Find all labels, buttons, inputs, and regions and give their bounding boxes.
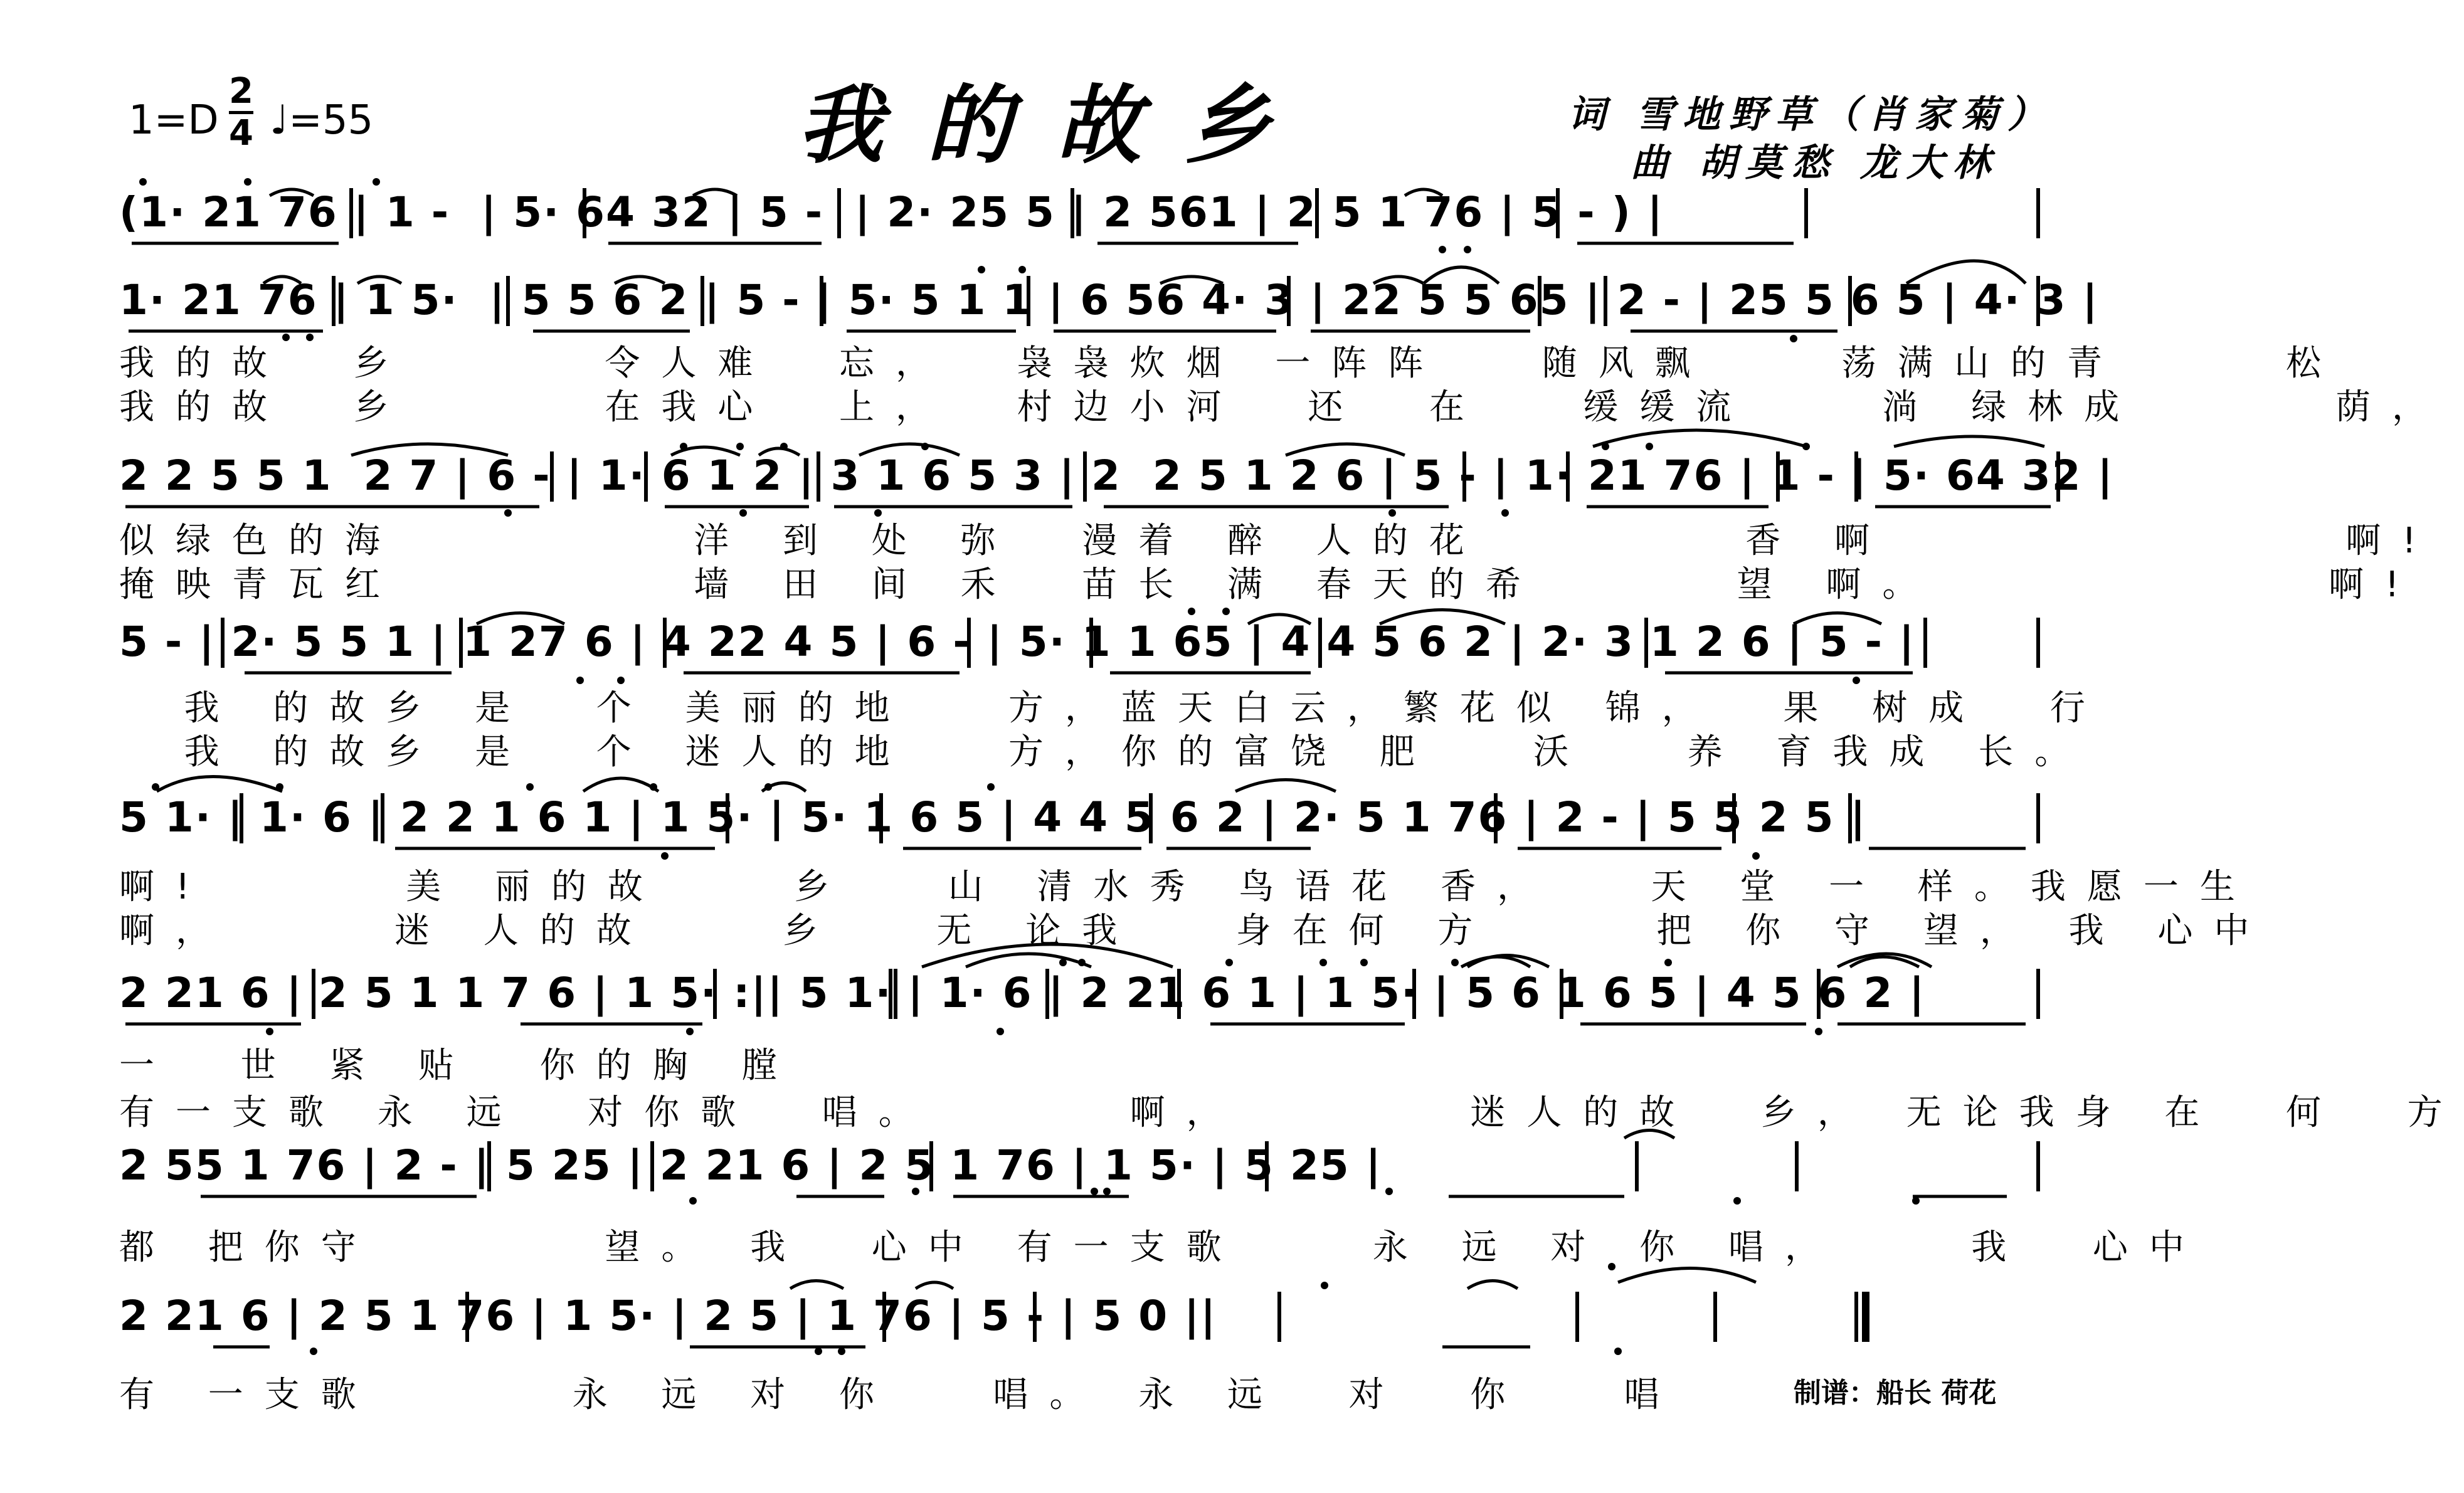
system-2-lyrics-1: 我的故 乡 令人难 忘， 袅袅炊烟 一阵阵 随风飘 荡满山的青 松 [119, 343, 2343, 384]
system-2-notes: 1· 21 76 | 1 5· | 5 5 6 2 | 5 - | 5· 5 1 1 | 6 56 4· 3 | 22 5 5 65 | 2 - | 25 5 6 5 | 4· 3 | [119, 276, 2099, 324]
time-signature [229, 72, 253, 153]
lyricist-credit: 词 雪地野草（肖家菊） [1568, 93, 2054, 137]
system-7-notes: 2 55 1 76 | 2 - | 5 25 | 2 21 6 | 2 5 1 76 | 1 5· | 5 25 | [119, 1141, 1382, 1190]
key-label: 1=D [129, 97, 219, 144]
system-5-notes: 5 1· | 1· 6 | 2 2 1 6 1 | 1 5· | 5· 1 6 5 | 4 4 5 6 2 | 2· 5 1 76 | 2 - | 5 5 2 5 | [119, 793, 1867, 841]
system-5-lyrics-1: 啊! 美 丽的故 乡 山 清水秀 鸟语花 香， 天 堂 一 样。我愿一生 [119, 867, 2256, 907]
time-sig-top: 2 [229, 72, 253, 114]
system-1-notes: (1· 21 76 | 1 - | 5· 64 32 | 5 - | 2· 25 5 | 2 561 | 2 5 1 76 | 5 - ) | [119, 188, 1664, 236]
system-6-lyrics-2: 有一支歌 永 远 对你歌 唱。 啊， 迷人的故 乡， 无论我身 在 何 方 [119, 1092, 2464, 1133]
system-4-notes: 5 - | 2· 5 5 1 | 1 27 6 | 4 22 4 5 | 6 - | 5· 1 1 65 | 4 4 5 6 2 | 2· 3 1 2 6 | 5 - | [119, 618, 1916, 666]
time-sig-bottom: 4 [229, 113, 253, 154]
system-4-lyrics-2: 我 的故乡 是 个 迷人的地 方，你的富饶 肥 沃 养 育我成 长。 [119, 732, 2091, 773]
system-8-lyrics-1: 有 一支歌 永 远 对 你 唱。 永 远 对 你 唱 [119, 1374, 1681, 1415]
system-5-lyrics-2: 啊， 迷 人的故 乡 无 论我 身在何 方 把 你 守 望， 我 心中 [119, 910, 2271, 951]
key-signature [129, 71, 374, 154]
system-3-lyrics-1: 似绿色的海 洋 到 处 弥 漫着 醉 人的花 香 啊 啊! [119, 520, 2438, 561]
transcriber-credit: 制谱：船长 荷花 [1794, 1377, 1997, 1409]
system-2-lyrics-2: 我的故 乡 在我心 上， 村边小河 还 在 缓缓流 淌 绿林成 荫， [119, 387, 2449, 428]
system-7-lyrics-1: 都 把你守 望。 我 心中 有一支歌 永 远 对 你 唱， 我 心中 [119, 1227, 2206, 1268]
system-6-lyrics-1: 一 世 紧 贴 你的胸 膛 [119, 1045, 798, 1086]
song-title: 我的故乡 [797, 75, 1314, 176]
system-6-notes: 2 21 6 | 2 5 1 1 7 6 | 1 5· :|| 5 1· | 1· 6 | 2 21 6 1 | 1 5· | 5 6 1 6 5 | 4 5 6 2 | [119, 969, 1926, 1017]
system-3-notes: 2 2 5 5 1 2 7 | 6 - | 1· 6 1 2 | 3 1 6 5 3 | 2 2 5 1 2 6 | 5 - | 1· 21 76 | 1 - | 5· 64 32 | [119, 451, 2114, 500]
system-8-notes: 2 21 6 | 2 5 1 76 | 1 5· | 2 5 | 1 76 | 5 - | 5 0 || [119, 1292, 1217, 1340]
composer-credit: 曲 胡莫愁 龙大林 [1631, 141, 1999, 185]
tempo-mark: ♩=55 [270, 97, 374, 144]
system-3-lyrics-2: 掩映青瓦红 墙 田 间 禾 苗长 满 春天的希 望 啊。 啊! [119, 564, 2421, 605]
system-4-lyrics-1: 我 的故乡 是 个 美丽的地 方，蓝天白云，繁花似 锦， 果 树成 行 [119, 688, 2107, 729]
